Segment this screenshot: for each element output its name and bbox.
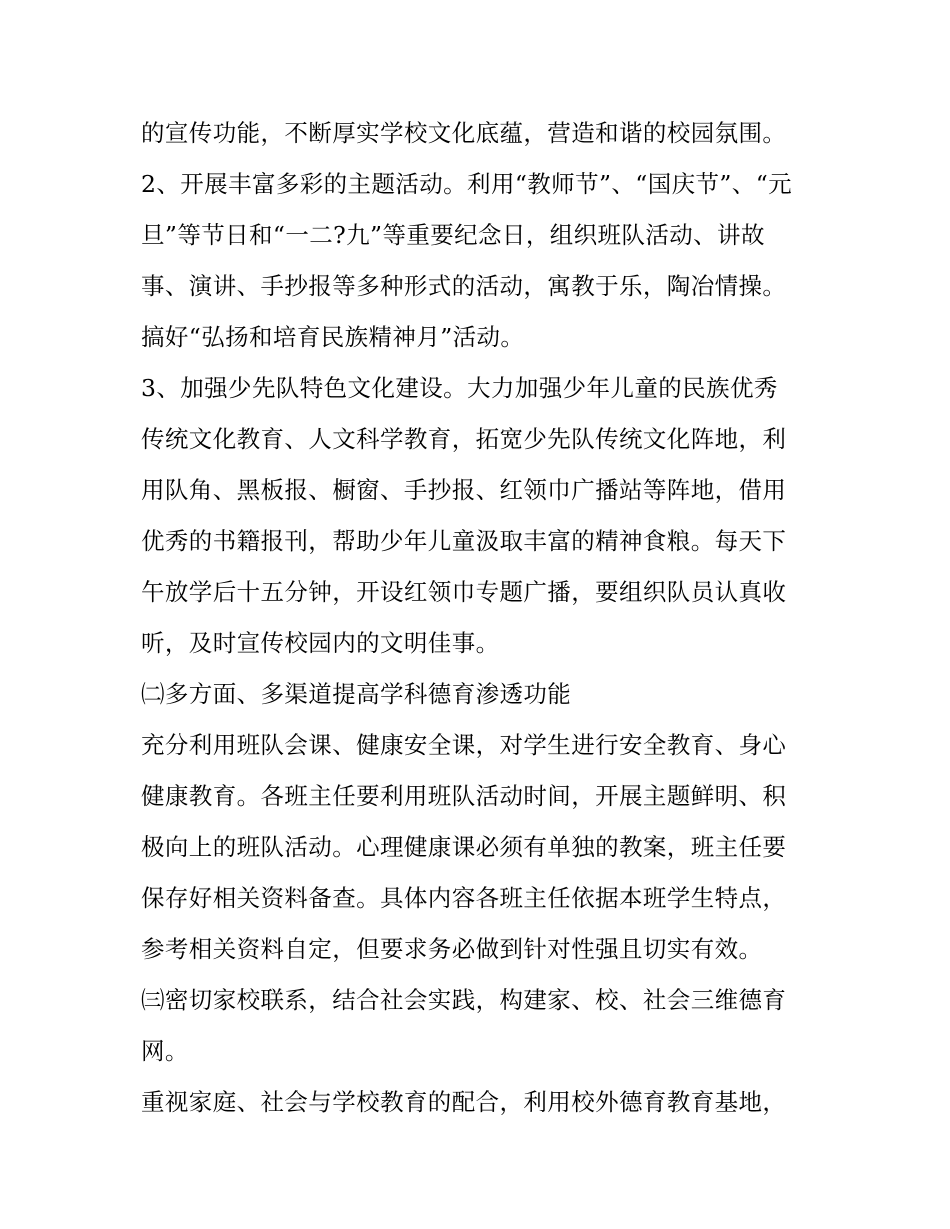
text-line: 旦”等节日和“一二?九”等重要纪念日，组织班队活动、讲故 bbox=[141, 221, 765, 249]
text-line: 保存好相关资料备查。具体内容各班主任依据本班学生特点， bbox=[141, 884, 787, 912]
text-line: 充分利用班队会课、健康安全课，对学生进行安全教育、身心 bbox=[141, 731, 787, 759]
text-line: 传统文化教育、人文科学教育，拓宽少先队传统文化阵地，利 bbox=[141, 425, 787, 453]
text-line: 搞好“弘扬和培育民族精神月”活动。 bbox=[141, 323, 525, 351]
text-line: 健康教育。各班主任要利用班队活动时间，开展主题鲜明、积 bbox=[141, 782, 787, 810]
text-line: 用队角、黑板报、橱窗、手抄报、红领巾广播站等阵地，借用 bbox=[141, 476, 787, 504]
text-line: 网。 bbox=[141, 1037, 189, 1065]
text-line: 极向上的班队活动。心理健康课必须有单独的教案，班主任要 bbox=[141, 833, 787, 861]
text-line: 2、开展丰富多彩的主题活动。利用“教师节”、“国庆节”、“元 bbox=[141, 170, 793, 198]
text-line: 3、加强少先队特色文化建设。大力加强少年儿童的民族优秀 bbox=[141, 374, 778, 402]
document-body bbox=[141, 108, 831, 1128]
text-line: 午放学后十五分钟，开设红领巾专题广播，要组织队员认真收 bbox=[141, 578, 787, 606]
text-line: 参考相关资料自定，但要求务必做到针对性强且切实有效。 bbox=[141, 935, 763, 963]
text-line: 的宣传功能，不断厚实学校文化底蕴，营造和谐的校园氛围。 bbox=[141, 119, 787, 147]
text-line: 优秀的书籍报刊，帮助少年儿童汲取丰富的精神食粮。每天下 bbox=[141, 527, 787, 555]
text-line: 听，及时宣传校园内的文明佳事。 bbox=[141, 629, 500, 657]
text-line: 事、演讲、手抄报等多种形式的活动，寓教于乐，陶冶情操。 bbox=[141, 272, 787, 300]
section-heading: ㈢密切家校联系，结合社会实践，构建家、校、社会三维德育 bbox=[141, 986, 787, 1014]
text-line: 重视家庭、社会与学校教育的配合，利用校外德育教育基地， bbox=[141, 1088, 787, 1116]
section-heading: ㈡多方面、多渠道提高学科德育渗透功能 bbox=[141, 680, 572, 708]
